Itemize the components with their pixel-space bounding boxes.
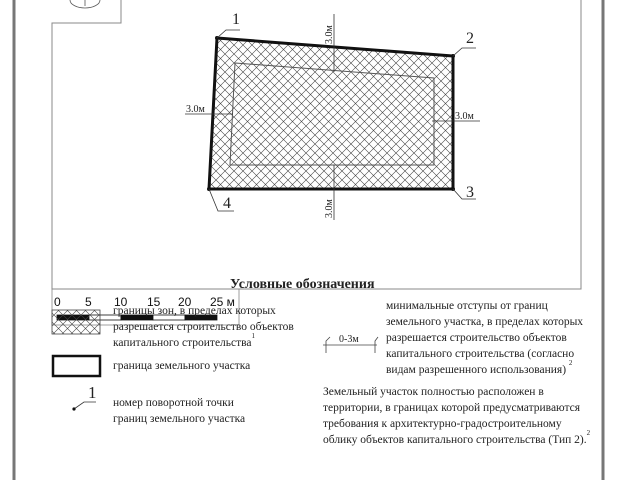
legend-title: Условные обозначения	[230, 277, 375, 292]
legend-line	[323, 429, 591, 448]
scale-tick-0: 0	[54, 295, 61, 309]
legend-line: Земельный участок полностью расположен в	[323, 386, 544, 398]
legend-line: разрешается строительство объектов	[113, 321, 294, 333]
legend-parcel-text: граница земельного участка	[113, 360, 251, 372]
legend-zones-text	[113, 303, 294, 351]
buildable-zone-hatch	[209, 38, 453, 189]
footnote-mark: 2	[586, 429, 591, 437]
setback-label-left: 3.0м	[186, 104, 205, 115]
legend-line: номер поворотной точки	[113, 397, 234, 409]
legend-parcel-symbol	[53, 356, 100, 376]
scale-tick-10: 10	[114, 295, 128, 309]
legend-note-text	[323, 384, 590, 448]
scale-tick-15: 15	[147, 295, 161, 309]
legend-line-text: видам разрешенного использования)	[386, 364, 567, 376]
setback-label-bottom: 3.0м	[324, 199, 335, 218]
legend-line: капитального строительства (согласно	[386, 348, 575, 360]
legend-setback-symbol-label: 0-3м	[339, 334, 359, 345]
legend-line	[113, 332, 294, 351]
legend-line	[386, 359, 583, 378]
legend-point-number: 1	[88, 383, 97, 402]
legend-line: земельного участка, в пределах которых	[386, 316, 584, 328]
setback-label-top: 3.0м	[324, 25, 335, 44]
legend-line-text: облику объектов капитального строительства (Тип 2).	[323, 434, 587, 446]
footnote-mark: 2	[568, 359, 573, 367]
point-label-4: 4	[223, 195, 231, 212]
scale-tick-20: 20	[178, 295, 192, 309]
point-label-1: 1	[232, 11, 240, 28]
legend-line: границ земельного участка	[113, 413, 246, 425]
legend-line: разрешается строительство объектов	[386, 332, 567, 344]
legend-point-text	[113, 395, 245, 427]
north-arrow-fragment	[70, 0, 100, 8]
legend-point-symbol	[74, 402, 96, 409]
legend-line-text: капитального строительства	[113, 337, 252, 349]
legend-line: минимальные отступы от границ	[386, 300, 548, 312]
scale-tick-5: 5	[85, 295, 92, 309]
scale-tick-25: 25 м	[210, 295, 235, 309]
legend-line: территории, в границах которой предусматриваются	[323, 402, 581, 414]
point-label-2: 2	[466, 30, 474, 47]
legend-point-dot	[72, 407, 75, 410]
legend-line: требования к архитектурно-градостроительному	[323, 418, 562, 430]
point-label-3: 3	[466, 184, 474, 201]
legend-line: границы зон, в пределах которых	[113, 305, 276, 317]
legend-hatch-symbol	[52, 310, 100, 334]
legend-setbacks-text	[386, 298, 583, 378]
setback-label-right: 3.0м	[455, 111, 474, 122]
footnote-mark: 1	[251, 332, 256, 340]
